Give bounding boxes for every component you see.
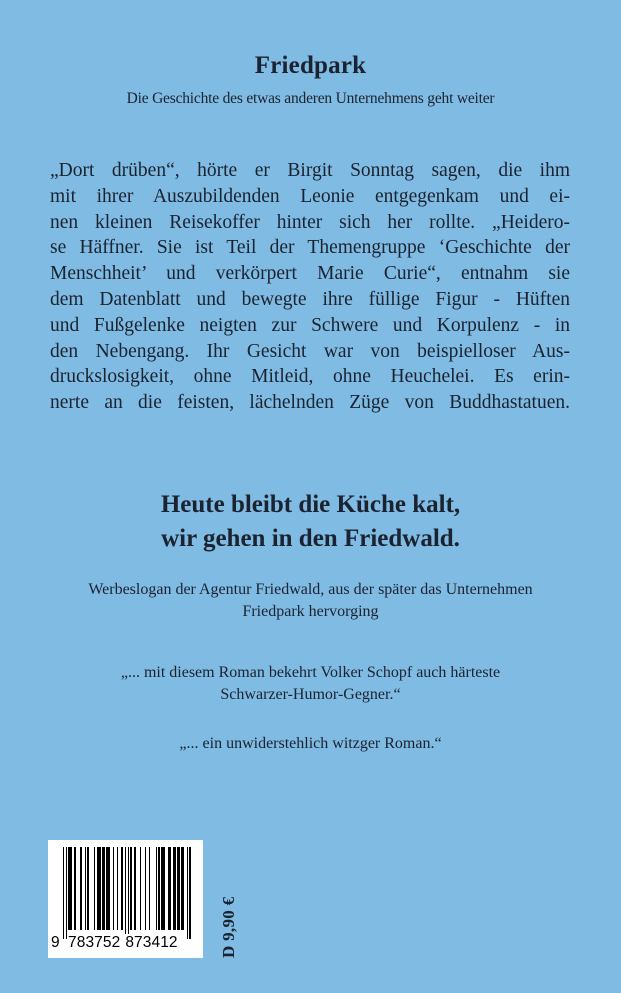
review-quote bbox=[0, 662, 621, 706]
barcode-left-group: 783752 bbox=[68, 934, 121, 951]
excerpt-line: nen kleinen Reisekoffer hinter sich her rollte. „Heidero- bbox=[50, 211, 570, 233]
price-label: D 9,90 € bbox=[219, 896, 238, 958]
barcode-bars bbox=[63, 847, 191, 939]
isbn-barcode bbox=[48, 840, 203, 958]
barcode-digits bbox=[51, 934, 201, 952]
slogan-line: Heute bleibt die Küche kalt, bbox=[160, 491, 461, 518]
slogan-caption-line: Werbeslogan der Agentur Friedwald, aus der später das Unternehmen bbox=[88, 581, 533, 598]
barcode-right-group: 873412 bbox=[125, 934, 178, 951]
excerpt-line: den Nebengang. Ihr Gesicht war von beispielloser Aus- bbox=[50, 340, 570, 362]
excerpt-line: Menschheit’ und verkörpert Marie Curie“, entnahm sie bbox=[50, 263, 570, 285]
barcode-first-digit: 9 bbox=[51, 934, 60, 951]
book-title: Friedpark bbox=[254, 52, 367, 79]
excerpt-line: nerte an die feisten, lächelnden Züge von Buddhastatuen. bbox=[50, 392, 570, 414]
excerpt-line: mit ihrer Auszubildenden Leonie entgegenkam und ei- bbox=[50, 185, 570, 207]
excerpt-line: druckslosigkeit, ohne Mitleid, ohne Heuchelei. Es erin- bbox=[50, 366, 570, 388]
review-quote bbox=[0, 733, 621, 755]
excerpt-line: dem Datenblatt und bewegte ihre füllige Figur - Hüften bbox=[50, 288, 570, 310]
barcode-bar bbox=[189, 847, 190, 939]
slogan-line: wir gehen in den Friedwald. bbox=[161, 525, 460, 552]
excerpt-line: „Dort drüben“, hörte er Birgit Sonntag sagen, die ihm bbox=[50, 160, 570, 181]
slogan-caption-line: Friedpark hervorging bbox=[242, 603, 379, 620]
book-subtitle: Die Geschichte des etwas anderen Unternehmens geht weiter bbox=[126, 90, 495, 107]
slogan-caption bbox=[0, 579, 621, 623]
excerpt-line: und Fußgelenke neigten zur Schwere und Korpulenz - in bbox=[50, 314, 570, 336]
review-line: „... ein unwiderstehlich witzger Roman.“ bbox=[179, 735, 442, 752]
review-line: Schwarzer-Humor-Gegner.“ bbox=[220, 686, 401, 703]
excerpt-line: se Häffner. Sie ist Teil der Themengruppe ‘Geschichte der bbox=[50, 237, 570, 259]
review-line: „... mit diesem Roman bekehrt Volker Schopf auch härteste bbox=[120, 664, 501, 681]
slogan-heading bbox=[0, 488, 621, 556]
excerpt-paragraph bbox=[50, 158, 570, 416]
